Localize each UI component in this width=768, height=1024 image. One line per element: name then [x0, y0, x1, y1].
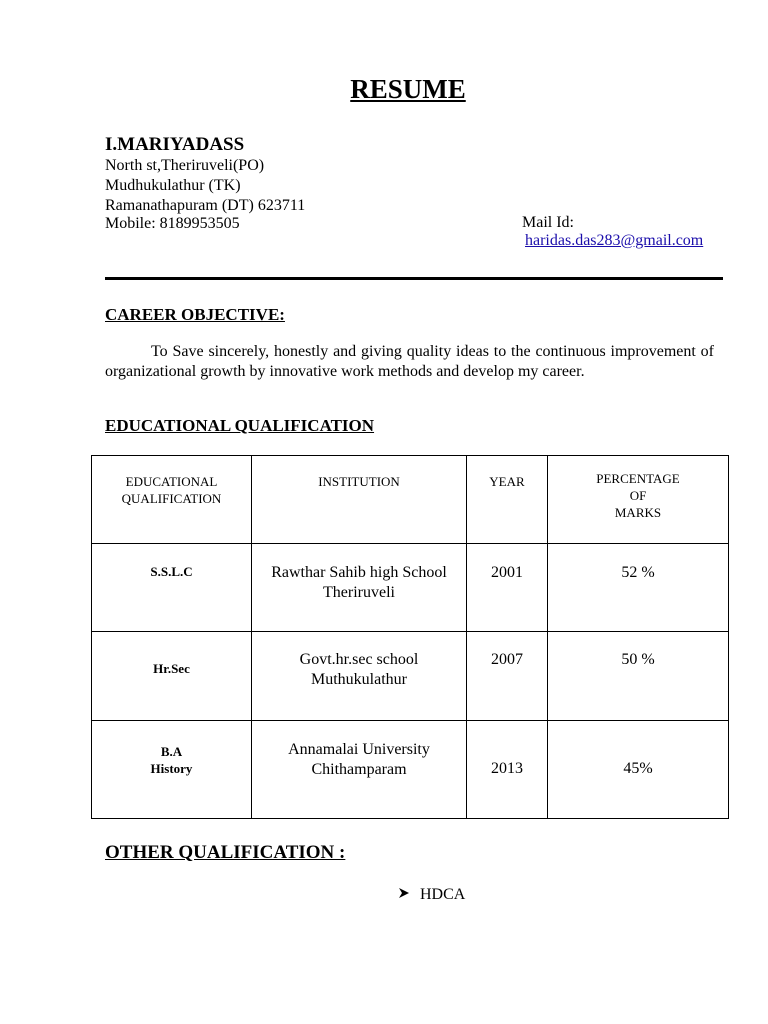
- header-text: QUALIFICATION: [121, 491, 222, 506]
- qualification-cell: [92, 721, 252, 819]
- header-institution: [252, 456, 467, 544]
- header-text: OF: [629, 488, 647, 503]
- header-qualification: [92, 456, 252, 544]
- header-percentage: [548, 456, 729, 544]
- email-link[interactable]: haridas.das283@gmail.com: [525, 232, 704, 249]
- table-header-row: [92, 456, 729, 544]
- year-cell: [467, 544, 548, 632]
- cell-text: S.S.L.C: [150, 564, 193, 579]
- institution-cell: [252, 544, 467, 632]
- cell-text: 50 %: [621, 651, 655, 668]
- mail-label: Mail Id:: [522, 214, 574, 231]
- cell-text: Chithamparam: [311, 761, 407, 778]
- address-line: North st,Theriruveli(PO): [105, 157, 265, 174]
- cell-text: Muthukulathur: [311, 671, 407, 688]
- other-qualification-heading: OTHER QUALIFICATION :: [105, 842, 346, 863]
- cell-text: Govt.hr.sec school: [299, 651, 419, 668]
- percentage-cell: [548, 721, 729, 819]
- cell-text: Annamalai University: [288, 741, 430, 758]
- address-line: Mudhukulathur (TK): [105, 177, 241, 194]
- career-objective-text: To Save sincerely, honestly and giving quality ideas to the continuous improvement of organizational growth by innovative work methods and develop my career.: [105, 343, 714, 380]
- cell-text: Hr.Sec: [153, 661, 190, 676]
- arrow-bullet-icon: [398, 886, 420, 904]
- education-table: [91, 455, 729, 819]
- header-text: YEAR: [489, 474, 525, 489]
- cell-text: Rawthar Sahib high School: [271, 564, 447, 581]
- qualification-cell: [92, 632, 252, 721]
- cell-text: Theriruveli: [323, 584, 395, 601]
- career-objective-heading: CAREER OBJECTIVE:: [105, 305, 285, 324]
- candidate-name: I.MARIYADASS: [105, 134, 245, 155]
- address-line: Ramanathapuram (DT) 623711: [105, 197, 306, 214]
- header-year: [467, 456, 548, 544]
- table-row: [92, 544, 729, 632]
- header-text: PERCENTAGE: [596, 471, 680, 486]
- cell-text: 2007: [491, 651, 523, 668]
- percentage-cell: [548, 544, 729, 632]
- table-row: [92, 632, 729, 721]
- year-cell: [467, 632, 548, 721]
- table-row: [92, 721, 729, 819]
- list-item-text: HDCA: [420, 886, 466, 903]
- header-text: EDUCATIONAL: [125, 474, 218, 489]
- cell-text: 52 %: [621, 564, 655, 581]
- header-text: INSTITUTION: [318, 474, 400, 489]
- qualification-cell: [92, 544, 252, 632]
- document-title: RESUME: [350, 74, 466, 104]
- mobile-number: Mobile: 8189953505: [105, 215, 240, 232]
- institution-cell: [252, 721, 467, 819]
- percentage-cell: [548, 632, 729, 721]
- cell-text: B.A: [160, 744, 183, 759]
- education-heading: EDUCATIONAL QUALIFICATION: [105, 416, 375, 435]
- header-text: MARKS: [614, 505, 662, 520]
- cell-text: 2001: [491, 564, 523, 581]
- divider-line: [105, 277, 723, 280]
- institution-cell: [252, 632, 467, 721]
- cell-text: 2013: [491, 760, 523, 777]
- list-item: [398, 886, 465, 904]
- cell-text: History: [150, 761, 193, 776]
- year-cell: [467, 721, 548, 819]
- cell-text: 45%: [623, 760, 653, 777]
